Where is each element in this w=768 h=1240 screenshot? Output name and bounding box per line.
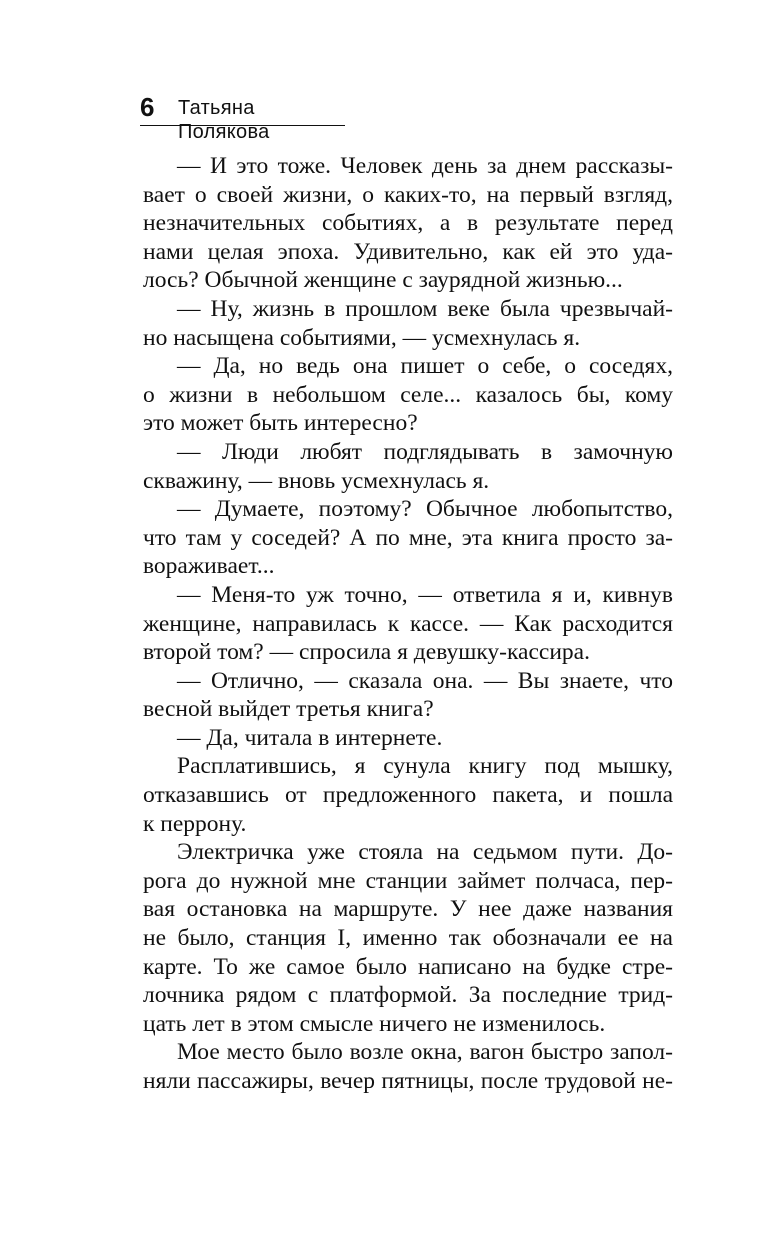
text-line: — Меня-то уж точно, — ответила я и, кивнув: [177, 581, 673, 608]
text-line: карте. То же самое было написано на будке стре-: [143, 953, 673, 980]
paragraph: [143, 581, 673, 667]
paragraph: [143, 352, 673, 438]
text-line: но насыщена событиями, — усмехнулась я.: [143, 324, 581, 351]
text-line: — Люди любят подглядывать в замочную: [177, 438, 673, 465]
text-line: няли пассажиры, вечер пятницы, после трудовой не-: [143, 1068, 673, 1094]
text-line: скважину, — вновь усмехнулась я.: [143, 467, 490, 494]
text-line: нами целая эпоха. Удивительно, как ей это уда-: [143, 238, 673, 265]
paragraph: [143, 724, 673, 753]
paragraph: [143, 495, 673, 581]
text-line: женщине, направилась к кассе. — Как расходится: [143, 610, 673, 637]
paragraph: [143, 667, 673, 724]
text-line: лось? Обычной женщине с заурядной жизнью...: [143, 267, 623, 294]
running-head: [140, 92, 345, 143]
text-line: Расплатившись, я сунула книгу под мышку,: [177, 753, 673, 780]
paragraph: [143, 438, 673, 495]
text-line: весной выйдет третья книга?: [143, 696, 434, 723]
paragraph: [143, 295, 673, 352]
text-line: Электричка уже стояла на седьмом пути. До-: [177, 839, 673, 866]
text-line: второй том? — спросила я девушку-кассира.: [143, 639, 590, 666]
text-line: рога до нужной мне станции займет полчаса, пер-: [143, 867, 673, 894]
text-line: — Ну, жизнь в прошлом веке была чрезвычай-: [177, 295, 673, 322]
text-line: — Да, но ведь она пишет о себе, о соседях,: [177, 353, 673, 380]
text-line: к перрону.: [143, 810, 247, 837]
book-text: [143, 152, 673, 1096]
text-line: цать лет в этом смысле ничего не изменилось.: [143, 1010, 606, 1037]
text-line: — И это тоже. Человек день за днем рассказы-: [177, 153, 673, 179]
text-line: вая остановка на маршруте. У нее даже названия: [143, 896, 673, 923]
page-number: 6: [140, 92, 155, 122]
paragraph: [143, 152, 673, 295]
text-line: Мое место было возле окна, вагон быстро запол-: [177, 1039, 673, 1066]
text-line: это может быть интересно?: [143, 410, 418, 437]
paragraph: [143, 1038, 673, 1095]
text-line: отказавшись от предложенного пакета, и пошла: [143, 782, 673, 809]
text-line: не было, станция I, именно так обозначали ее на: [143, 925, 673, 952]
paragraph: [143, 838, 673, 1038]
text-line: незначительных событиях, а в результате перед: [143, 210, 673, 237]
text-line: вораживает...: [143, 553, 275, 580]
text-line: о жизни в небольшом селе... казалось бы, кому: [143, 381, 673, 408]
text-line: — Да, читала в интернете.: [177, 724, 443, 751]
text-line: вает о своей жизни, о каких-то, на первый взгляд,: [143, 181, 673, 208]
text-line: что там у соседей? А по мне, эта книга просто за-: [143, 524, 673, 551]
author-name: Татьяна Полякова: [178, 97, 270, 143]
text-line: — Думаете, поэтому? Обычное любопытство,: [177, 496, 673, 523]
text-line: лочника рядом с платформой. За последние трид-: [143, 982, 673, 1009]
paragraph: [143, 752, 673, 838]
text-line: — Отлично, — сказала она. — Вы знаете, что: [177, 667, 673, 694]
